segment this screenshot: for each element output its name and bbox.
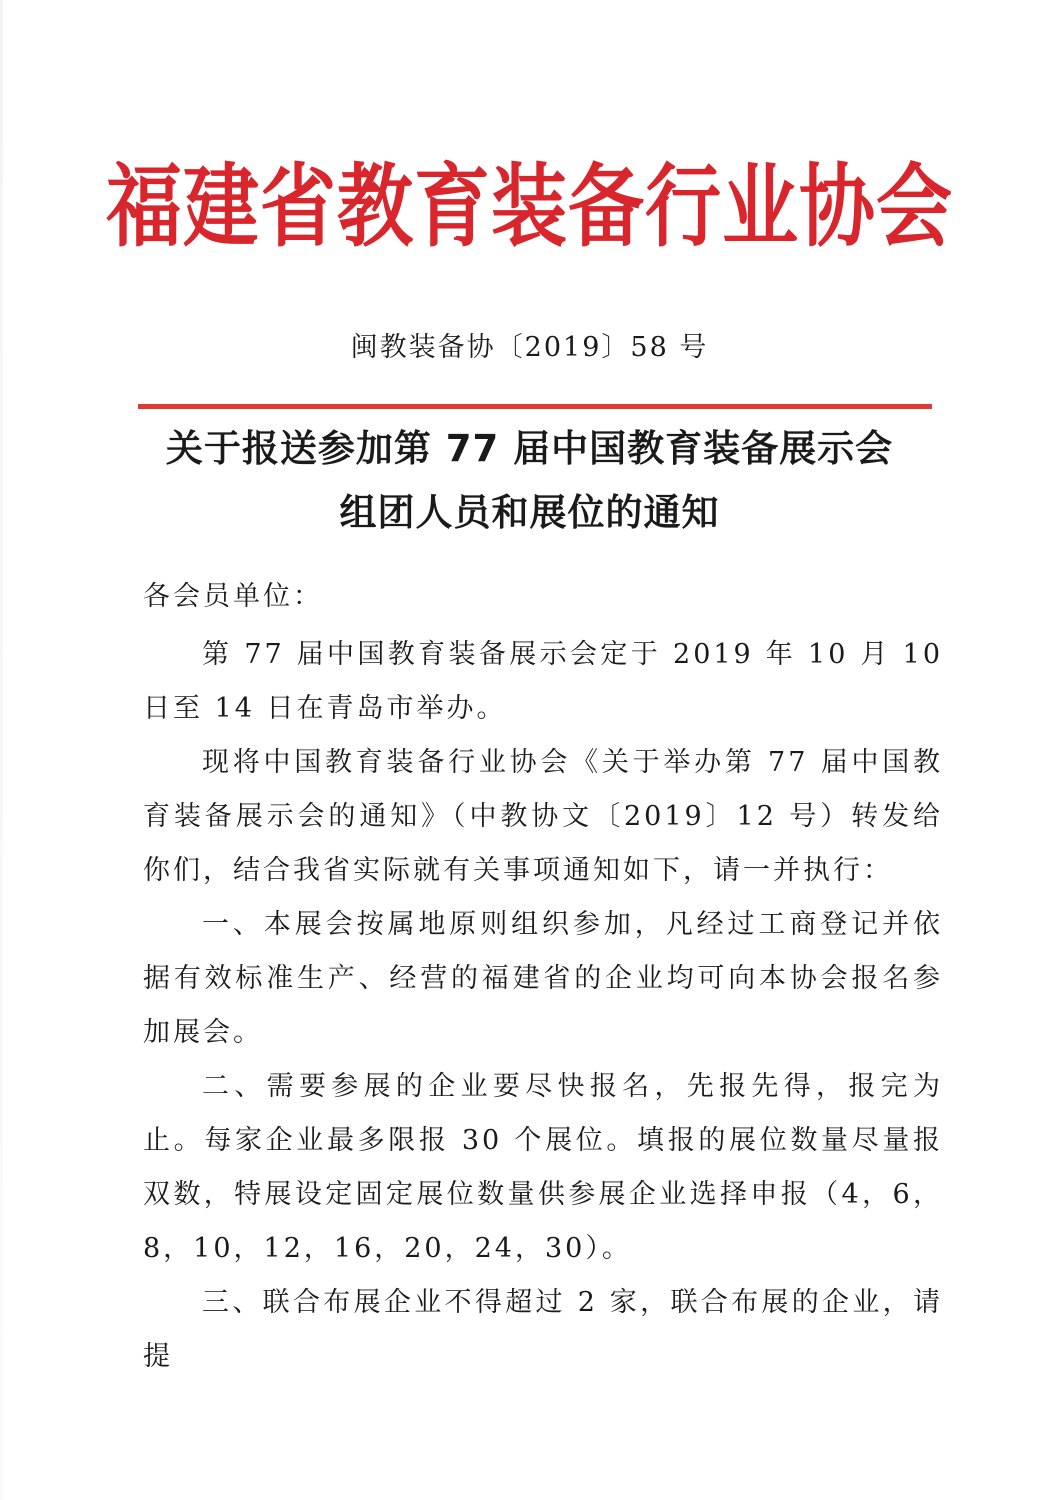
- paragraph-item-3: 三、联合布展企业不得超过 2 家，联合布展的企业，请提: [143, 1287, 943, 1372]
- notice-title-line-1: 关于报送参加第 77 届中国教育装备展示会: [165, 427, 894, 470]
- salutation: 各会员单位：: [143, 581, 323, 612]
- paragraph-item-1: 一、本展会按属地原则组织参加，凡经过工商登记并依据有效标准生产、经营的福建省的企业均可向本协会报名参加展会。: [143, 909, 943, 1048]
- paragraph-item-2: 二、需要参展的企业要尽快报名，先报先得，报完为止。每家企业最多限报 30 个展位。填报的展位数量尽量报双数，特展设定固定展位数量供参展企业选择申报（4，6，8，10，12，16，20，24，30）。: [143, 1071, 943, 1264]
- document-number: 闽教装备协〔2019〕58 号: [350, 332, 709, 363]
- notice-body: [143, 570, 943, 1384]
- paragraph-forwarding: 现将中国教育装备行业协会《关于举办第 77 届中国教育装备展示会的通知》（中教协文〔2019〕12 号）转发给你们，结合我省实际就有关事项通知如下，请一并执行：: [143, 747, 943, 886]
- paragraph-exhibition-date: 第 77 届中国教育装备展示会定于 2019 年 10 月 10 日至 14 日在青岛市举办。: [143, 639, 943, 724]
- red-divider-rule: [138, 404, 932, 409]
- notice-title-line-2: 组团人员和展位的通知: [339, 491, 720, 534]
- organization-header: 福建省教育装备行业协会: [106, 153, 953, 259]
